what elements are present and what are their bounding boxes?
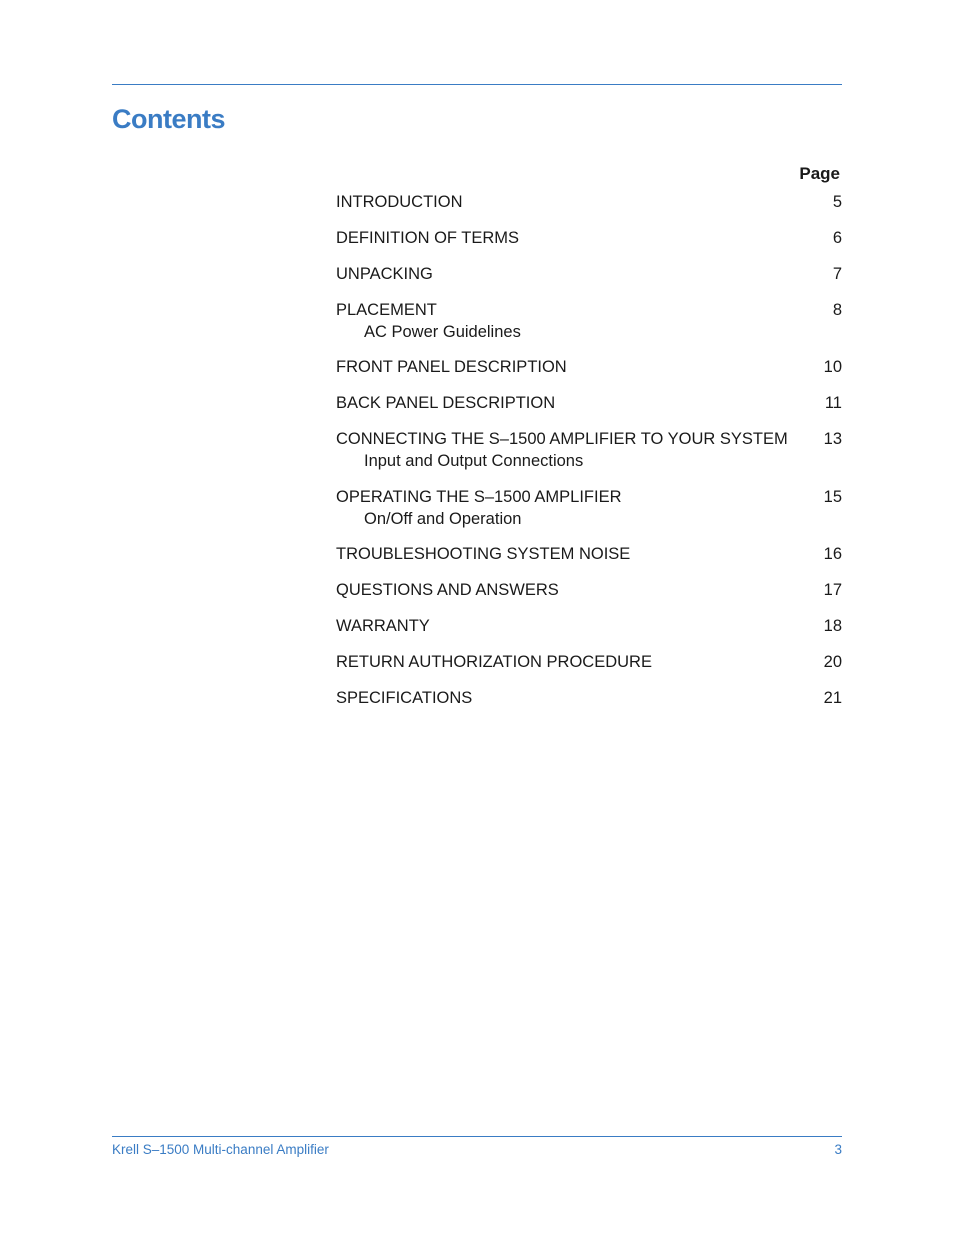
toc-entry-page: 17 [823,581,842,599]
header-rule [112,84,842,85]
toc-entry-label: DEFINITION OF TERMS [336,229,520,247]
toc-entry-label: RETURN AUTHORIZATION PROCEDURE [336,653,652,671]
toc-entry-page: 16 [823,545,842,563]
toc-entry-page: 8 [832,301,842,319]
toc-subentry-label: AC Power Guidelines [364,323,521,341]
toc-entry-label: BACK PANEL DESCRIPTION [336,394,556,412]
toc-entry-page: 15 [823,488,842,506]
page-column-header: Page [799,164,840,183]
toc-entry-label: CONNECTING THE S–1500 AMPLIFIER TO YOUR SYSTEM [336,430,788,448]
toc-entry-label: FRONT PANEL DESCRIPTION [336,358,567,376]
toc-entry-label: UNPACKING [336,265,433,283]
toc-entry-page: 18 [823,617,842,635]
toc-entry-label: INTRODUCTION [336,193,463,211]
footer-document-name: Krell S–1500 Multi-channel Amplifier [112,1142,329,1157]
toc-entry-label: PLACEMENT [336,301,437,319]
toc-entry-page: 7 [832,265,842,283]
toc-entry-page: 21 [823,689,842,707]
toc-entry-page: 11 [824,394,842,412]
toc-entry-page: 20 [823,653,842,671]
toc-entry-page: 5 [832,193,842,211]
toc-entry-page: 13 [823,430,842,448]
footer-rule [112,1136,842,1137]
toc-entry-label: OPERATING THE S–1500 AMPLIFIER [336,488,622,506]
toc-entry-label: QUESTIONS AND ANSWERS [336,581,559,599]
toc-entry-label: SPECIFICATIONS [336,689,473,707]
footer-page-number: 3 [834,1142,842,1157]
toc-entry-label: TROUBLESHOOTING SYSTEM NOISE [336,545,631,563]
toc-entry-page: 6 [832,229,842,247]
toc-entry-label: WARRANTY [336,617,430,635]
toc-subentry-label: On/Off and Operation [364,510,522,528]
page-title: Contents [112,104,225,134]
toc-subentry-label: Input and Output Connections [364,452,584,470]
toc-entry-page: 10 [823,358,842,376]
